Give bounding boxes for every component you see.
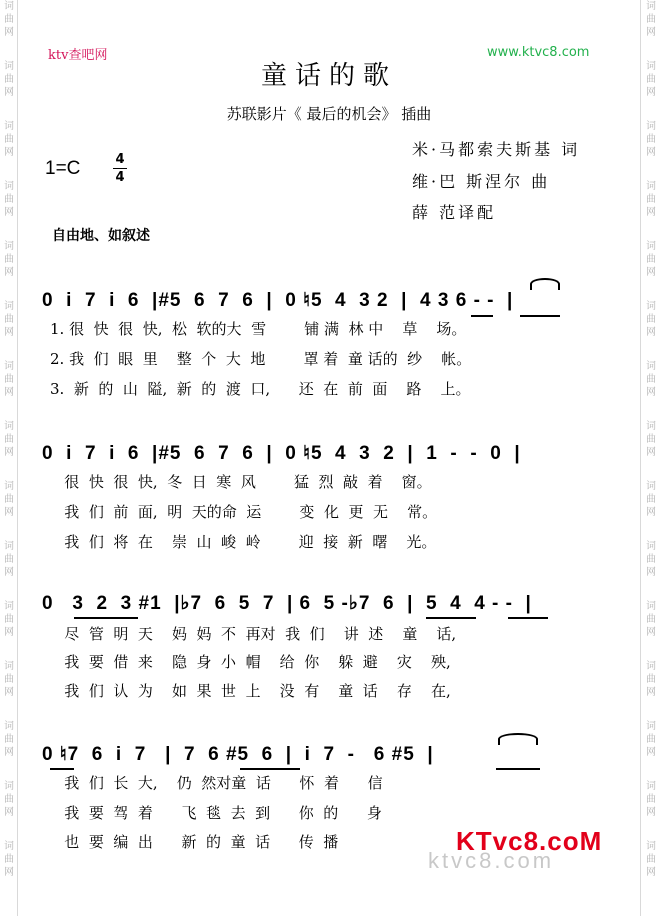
- lyric-line: 我 们 将 在 崇 山 峻 岭 迎 接 新 曙 光。: [50, 533, 437, 551]
- side-watermark-text: [644, 780, 658, 840]
- side-watermark-text: [2, 300, 16, 360]
- side-watermark-char: 词: [4, 421, 14, 432]
- watermark-logo-ghost: ktvc8.com: [428, 848, 555, 873]
- side-watermark-left: [2, 0, 16, 900]
- lyric-line: 1. 很 快 很 快, 松 软的大 雪 铺 满 林 中 草 场。: [50, 320, 467, 338]
- side-watermark-char: 网: [4, 387, 14, 398]
- side-watermark-char: 词: [4, 1, 14, 12]
- lyric-line: 我 们 认 为 如 果 世 上 没 有 童 话 存 在,: [50, 682, 451, 700]
- beam-line: [508, 617, 548, 619]
- side-watermark-char: 词: [4, 61, 14, 72]
- side-watermark-char: 词: [4, 721, 14, 732]
- side-watermark-char: 词: [4, 781, 14, 792]
- site-label-left[interactable]: ktv查吧网: [48, 48, 108, 63]
- side-watermark-text: [2, 540, 16, 600]
- lyric-line: 我 们 长 大, 仍 然对童 话 怀 着 信: [50, 774, 383, 792]
- side-watermark-char: 词: [4, 181, 14, 192]
- side-watermark-text: [2, 600, 16, 660]
- side-watermark-char: 网: [646, 747, 656, 758]
- side-watermark-char: 曲: [646, 854, 656, 865]
- side-watermark-char: 曲: [4, 614, 14, 625]
- side-watermark-char: 词: [646, 661, 656, 672]
- side-watermark-char: 曲: [4, 314, 14, 325]
- time-signature-top: 4: [115, 152, 125, 167]
- side-watermark-char: 曲: [646, 494, 656, 505]
- side-watermark-char: 网: [4, 447, 14, 458]
- side-watermark-char: 曲: [4, 734, 14, 745]
- side-watermark-char: 网: [646, 807, 656, 818]
- side-watermark-char: 曲: [4, 254, 14, 265]
- side-watermark-char: 网: [4, 147, 14, 158]
- key-signature: 1=C: [45, 158, 81, 179]
- side-watermark-char: 词: [646, 601, 656, 612]
- side-watermark-char: 词: [646, 241, 656, 252]
- side-watermark-char: 曲: [646, 194, 656, 205]
- side-watermark-char: 曲: [646, 614, 656, 625]
- side-watermark-char: 网: [4, 867, 14, 878]
- side-watermark-char: 曲: [4, 494, 14, 505]
- lyric-line: 尽 管 明 天 妈 妈 不 再对 我 们 讲 述 童 话,: [50, 625, 457, 643]
- side-watermark-text: [2, 420, 16, 480]
- side-watermark-char: 曲: [4, 674, 14, 685]
- lyric-line: 我 们 前 面, 明 天的命 运 变 化 更 无 常。: [50, 503, 438, 521]
- slur-mark: [498, 733, 538, 745]
- lyric-line: 很 快 很 快, 冬 日 寒 风 猛 烈 敲 着 窗。: [50, 473, 432, 491]
- song-title: 童话的歌: [260, 61, 397, 91]
- lyricist-credit: 米·马都索夫斯基 词: [412, 140, 581, 159]
- side-watermark-text: [644, 120, 658, 180]
- side-watermark-char: 曲: [646, 14, 656, 25]
- side-watermark-char: 曲: [646, 314, 656, 325]
- side-watermark-text: [644, 240, 658, 300]
- side-watermark-char: 曲: [646, 434, 656, 445]
- side-watermark-text: [644, 180, 658, 240]
- side-watermark-char: 曲: [646, 554, 656, 565]
- side-watermark-char: 词: [4, 301, 14, 312]
- composer-credit: 维·巴 斯涅尔 曲: [412, 172, 551, 191]
- side-watermark-char: 网: [4, 627, 14, 638]
- side-watermark-char: 网: [646, 147, 656, 158]
- side-watermark-text: [644, 480, 658, 540]
- side-watermark-text: [2, 240, 16, 300]
- side-watermark-char: 词: [4, 121, 14, 132]
- side-watermark-char: 网: [646, 387, 656, 398]
- side-watermark-char: 曲: [4, 74, 14, 85]
- side-watermark-char: 曲: [646, 674, 656, 685]
- side-watermark-char: 词: [4, 481, 14, 492]
- side-watermark-char: 曲: [4, 554, 14, 565]
- side-watermark-text: [2, 780, 16, 840]
- beam-line: [496, 768, 540, 770]
- side-watermark-char: 网: [4, 27, 14, 38]
- side-watermark-char: 曲: [4, 134, 14, 145]
- side-watermark-text: [644, 660, 658, 720]
- lyric-line: 也 要 编 出 新 的 童 话 传 播: [50, 833, 339, 851]
- side-watermark-text: [2, 840, 16, 900]
- side-watermark-text: [644, 420, 658, 480]
- side-watermark-char: 词: [4, 241, 14, 252]
- lyric-line: 我 要 借 来 隐 身 小 帽 给 你 躲 避 灾 殃,: [50, 653, 451, 671]
- side-watermark-text: [2, 180, 16, 240]
- side-watermark-text: [2, 360, 16, 420]
- side-watermark-char: 网: [4, 567, 14, 578]
- side-watermark-text: [2, 480, 16, 540]
- side-watermark-char: 网: [4, 327, 14, 338]
- side-watermark-char: 曲: [4, 794, 14, 805]
- side-watermark-char: 曲: [646, 254, 656, 265]
- side-watermark-char: 曲: [646, 74, 656, 85]
- side-watermark-text: [2, 120, 16, 180]
- side-watermark-char: 网: [646, 327, 656, 338]
- beam-line: [74, 617, 138, 619]
- page-border-left: [17, 0, 18, 916]
- site-label-right[interactable]: www.ktvc8.com: [487, 45, 590, 60]
- side-watermark-char: 曲: [646, 374, 656, 385]
- side-watermark-char: 词: [646, 361, 656, 372]
- song-subtitle: 苏联影片《 最后的机会》 插曲: [226, 105, 432, 123]
- side-watermark-char: 词: [646, 1, 656, 12]
- side-watermark-char: 词: [4, 841, 14, 852]
- notes-line: 0 i 7 i 6 |#5 6 7 6 | 0 ♮5 4 3 2 | 4 3 6 - - |: [42, 290, 514, 311]
- notes-line: 0 ♮7 6 i 7 | 7 6 #5 6 | i 7 - 6 #5 |: [42, 744, 434, 765]
- side-watermark-char: 曲: [4, 14, 14, 25]
- time-signature-bottom: 4: [115, 170, 125, 185]
- side-watermark-char: 网: [646, 87, 656, 98]
- side-watermark-char: 网: [646, 507, 656, 518]
- side-watermark-char: 词: [646, 421, 656, 432]
- side-watermark-char: 网: [646, 627, 656, 638]
- side-watermark-char: 词: [646, 181, 656, 192]
- side-watermark-char: 曲: [4, 434, 14, 445]
- beam-line: [50, 768, 74, 770]
- side-watermark-right: [644, 0, 658, 900]
- side-watermark-char: 词: [646, 301, 656, 312]
- side-watermark-char: 网: [646, 867, 656, 878]
- side-watermark-char: 词: [646, 541, 656, 552]
- watermark-logo: KTvc8.coM: [456, 826, 603, 856]
- side-watermark-char: 词: [646, 121, 656, 132]
- side-watermark-text: [644, 540, 658, 600]
- side-watermark-char: 曲: [4, 854, 14, 865]
- side-watermark-char: 曲: [646, 734, 656, 745]
- side-watermark-char: 词: [4, 541, 14, 552]
- lyric-line: 2. 我 们 眼 里 整 个 大 地 罩 着 童 话的 纱 帐。: [50, 350, 472, 368]
- page-border-right: [640, 0, 641, 916]
- side-watermark-text: [644, 0, 658, 60]
- beam-line: [471, 315, 493, 317]
- time-signature: [113, 152, 127, 185]
- side-watermark-char: 词: [646, 481, 656, 492]
- side-watermark-text: [644, 600, 658, 660]
- side-watermark-char: 曲: [4, 194, 14, 205]
- side-watermark-text: [644, 840, 658, 900]
- slur-mark: [530, 278, 560, 290]
- side-watermark-char: 网: [4, 687, 14, 698]
- translator-credit: 薛 范译配: [412, 203, 497, 222]
- side-watermark-char: 网: [4, 207, 14, 218]
- side-watermark-char: 词: [646, 781, 656, 792]
- side-watermark-char: 词: [4, 601, 14, 612]
- side-watermark-char: 网: [646, 567, 656, 578]
- side-watermark-char: 词: [4, 361, 14, 372]
- side-watermark-char: 词: [4, 661, 14, 672]
- side-watermark-text: [644, 360, 658, 420]
- side-watermark-text: [644, 720, 658, 780]
- side-watermark-char: 网: [646, 27, 656, 38]
- beam-line: [240, 768, 300, 770]
- side-watermark-char: 网: [4, 87, 14, 98]
- side-watermark-char: 词: [646, 61, 656, 72]
- side-watermark-text: [644, 300, 658, 360]
- side-watermark-char: 曲: [4, 374, 14, 385]
- side-watermark-char: 网: [4, 807, 14, 818]
- side-watermark-char: 网: [4, 747, 14, 758]
- side-watermark-char: 网: [646, 447, 656, 458]
- side-watermark-char: 网: [646, 207, 656, 218]
- side-watermark-char: 曲: [646, 794, 656, 805]
- side-watermark-char: 网: [4, 507, 14, 518]
- side-watermark-char: 曲: [646, 134, 656, 145]
- side-watermark-text: [2, 0, 16, 60]
- side-watermark-char: 网: [646, 267, 656, 278]
- notes-line: 0 3 2 3 #1 |♭7 6 5 7 | 6 5 -♭7 6 | 5 4 4 - - |: [42, 593, 532, 614]
- beam-line: [520, 315, 560, 317]
- notes-line: 0 i 7 i 6 |#5 6 7 6 | 0 ♮5 4 3 2 | 1 - - 0 |: [42, 443, 521, 464]
- side-watermark-char: 词: [646, 841, 656, 852]
- lyric-line: 我 要 驾 着 飞 毯 去 到 你 的 身: [50, 804, 382, 822]
- beam-line: [426, 617, 476, 619]
- tempo-marking: 自由地、如叙述: [52, 228, 150, 244]
- side-watermark-text: [2, 720, 16, 780]
- side-watermark-text: [2, 660, 16, 720]
- lyric-line: 3. 新 的 山 隘, 新 的 渡 口, 还 在 前 面 路 上。: [50, 380, 471, 398]
- side-watermark-char: 词: [646, 721, 656, 732]
- side-watermark-char: 网: [4, 267, 14, 278]
- time-signature-bar: [113, 168, 127, 169]
- side-watermark-char: 网: [646, 687, 656, 698]
